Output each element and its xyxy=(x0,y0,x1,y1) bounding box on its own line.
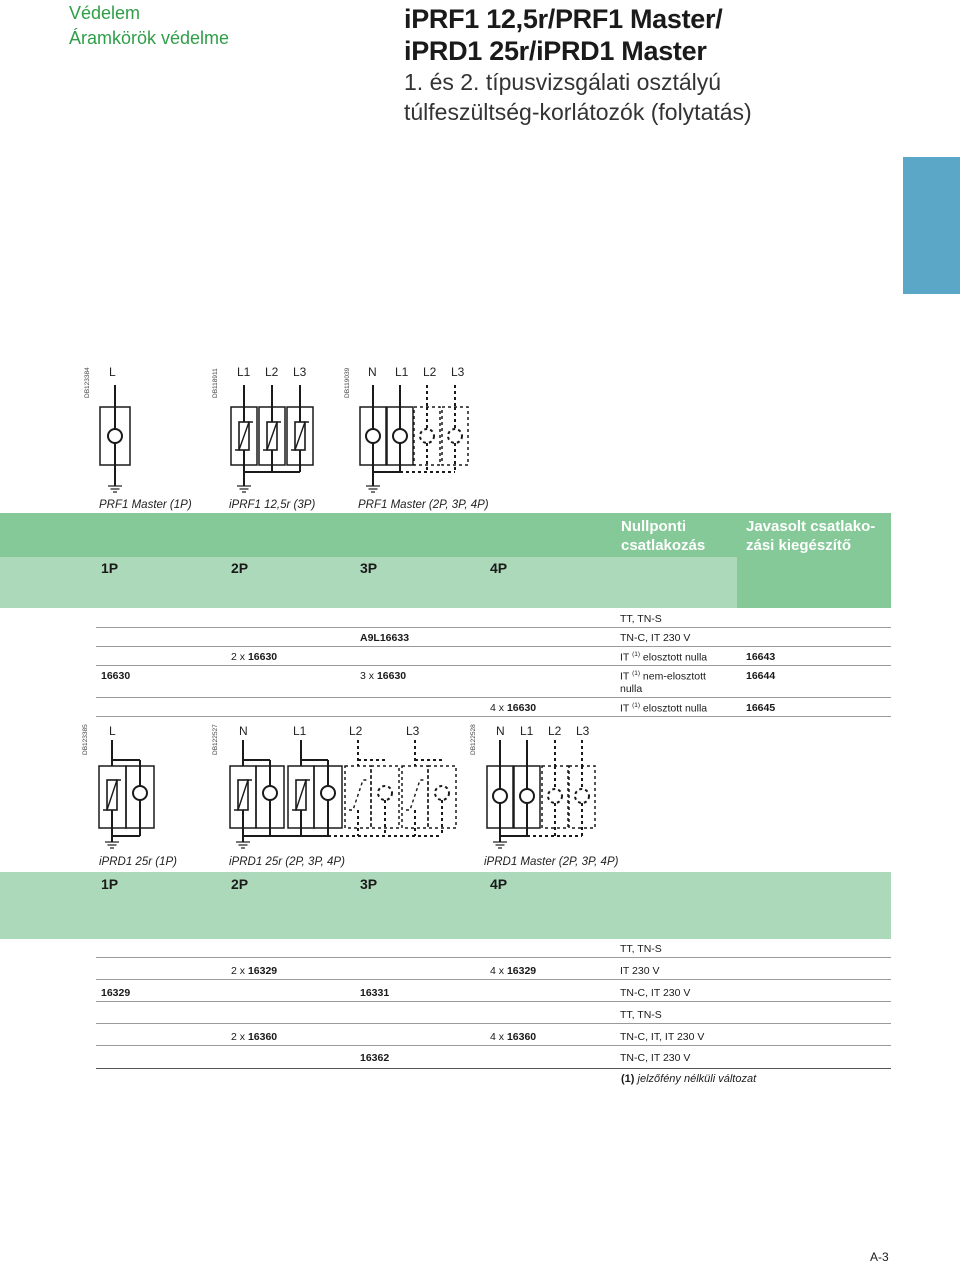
varistor-spark-diagram xyxy=(95,740,165,855)
cell-neutral: TT, TN-S xyxy=(620,1009,662,1021)
terminal-label: L1 xyxy=(395,365,409,379)
pole-header: 1P xyxy=(101,876,119,892)
cell-3p: 3 x 16630 xyxy=(360,670,407,682)
table-header-band-light xyxy=(0,872,891,939)
figure-code: DB122528 xyxy=(470,724,477,755)
cell-1p: 16329 xyxy=(101,987,131,999)
neutral-column-header: csatlakozás xyxy=(621,537,706,554)
cell-neutral-cont: nulla xyxy=(620,683,643,695)
cell-neutral: TT, TN-S xyxy=(620,943,662,955)
page-subtitle-line2: túlfeszültség-korlátozók (folytatás) xyxy=(404,99,752,125)
terminal-label: L2 xyxy=(265,365,279,379)
cell-neutral: TT, TN-S xyxy=(620,613,662,625)
terminal-label: L3 xyxy=(293,365,307,379)
terminal-label: L xyxy=(109,365,116,379)
figure-caption: PRF1 Master (1P) xyxy=(99,499,192,511)
cell-accessory: 16645 xyxy=(746,702,776,714)
neutral-header-band-light xyxy=(612,557,737,608)
terminal-label: L2 xyxy=(548,724,562,738)
figure-caption: iPRD1 25r (2P, 3P, 4P) xyxy=(229,856,345,868)
neutral-column-header: Nullponti xyxy=(621,518,686,535)
cell-1p: 16630 xyxy=(101,670,131,682)
cell-accessory: 16643 xyxy=(746,651,776,663)
section-label: Védelem xyxy=(69,3,141,23)
terminal-label: L2 xyxy=(349,724,363,738)
figure-code: DB118911 xyxy=(212,368,219,398)
pole-header: 4P xyxy=(490,560,508,576)
accessory-column-header: Javasolt csatlako- xyxy=(746,518,876,535)
cell-2p: 2 x 16329 xyxy=(231,965,278,977)
varistor-spark-multi-diagram xyxy=(225,740,465,855)
figure-code: DB123384 xyxy=(84,367,91,398)
figure-caption: iPRD1 25r (1P) xyxy=(99,856,177,868)
cell-3p: A9L16633 xyxy=(360,632,410,644)
cell-4p: 4 x 16360 xyxy=(490,1031,537,1043)
chapter-tab xyxy=(903,157,960,294)
cell-accessory: 16644 xyxy=(746,670,776,682)
cell-3p: 16331 xyxy=(360,987,390,999)
cell-neutral: TN-C, IT 230 V xyxy=(620,1052,691,1064)
spark-gap-diagram xyxy=(95,380,145,500)
pole-header: 1P xyxy=(101,560,119,576)
terminal-label: N xyxy=(239,724,248,738)
terminal-label: L xyxy=(109,724,116,738)
cell-neutral: TN-C, IT, IT 230 V xyxy=(620,1031,705,1043)
terminal-label: L3 xyxy=(576,724,590,738)
page-number: A-3 xyxy=(870,1250,889,1264)
terminal-label: L1 xyxy=(237,365,251,379)
subsection-label: Áramkörök védelme xyxy=(69,28,230,48)
cell-neutral: IT $^{(1)}$ nem-elosztott xyxy=(620,670,706,683)
figure-code: DB123385 xyxy=(82,724,89,755)
footnote: (1) jelzőfény nélküli változat xyxy=(621,1073,757,1085)
cell-neutral: TN-C, IT 230 V xyxy=(620,987,691,999)
pole-header: 4P xyxy=(490,876,508,892)
pole-header: 2P xyxy=(231,876,249,892)
page-subtitle-line1: 1. és 2. típusvizsgálati osztályú xyxy=(404,69,722,95)
page-title-line1: iPRF1 12,5r/PRF1 Master/ xyxy=(404,4,723,34)
accessory-column-header: zási kiegészítő xyxy=(746,537,852,554)
terminal-label: L1 xyxy=(520,724,534,738)
terminal-label: L2 xyxy=(423,365,437,379)
spark-gap-multi-diagram xyxy=(355,380,480,500)
pole-header: 2P xyxy=(231,560,249,576)
cell-4p: 4 x 16329 xyxy=(490,965,537,977)
page-title-line2: iPRD1 25r/iPRD1 Master xyxy=(404,36,707,66)
terminal-label: L1 xyxy=(293,724,307,738)
cell-4p: 4 x 16630 xyxy=(490,702,537,714)
terminal-label: L3 xyxy=(451,365,465,379)
terminal-label: N xyxy=(368,365,377,379)
pole-header: 3P xyxy=(360,560,378,576)
cell-neutral: IT 230 V xyxy=(620,965,660,977)
cell-3p: 16362 xyxy=(360,1052,390,1064)
cell-2p: 2 x 16360 xyxy=(231,1031,278,1043)
cell-neutral: IT $^{(1)}$ elosztott nulla xyxy=(620,702,708,715)
figure-caption: iPRF1 12,5r (3P) xyxy=(229,499,316,511)
figure-code: DB119039 xyxy=(344,367,351,398)
table-header-band-light xyxy=(0,557,612,608)
terminal-label: L3 xyxy=(406,724,420,738)
table-header-band xyxy=(0,513,612,557)
cell-neutral: IT $^{(1)}$ elosztott nulla xyxy=(620,651,708,664)
figure-code: DB122527 xyxy=(212,724,219,755)
cell-neutral: TN-C, IT 230 V xyxy=(620,632,691,644)
spark-gap-master-diagram xyxy=(483,740,608,855)
varistor-diagram xyxy=(225,380,325,500)
figure-caption: PRF1 Master (2P, 3P, 4P) xyxy=(358,499,489,511)
terminal-label: N xyxy=(496,724,505,738)
pole-header: 3P xyxy=(360,876,378,892)
cell-2p: 2 x 16630 xyxy=(231,651,278,663)
figure-caption: iPRD1 Master (2P, 3P, 4P) xyxy=(484,856,619,868)
